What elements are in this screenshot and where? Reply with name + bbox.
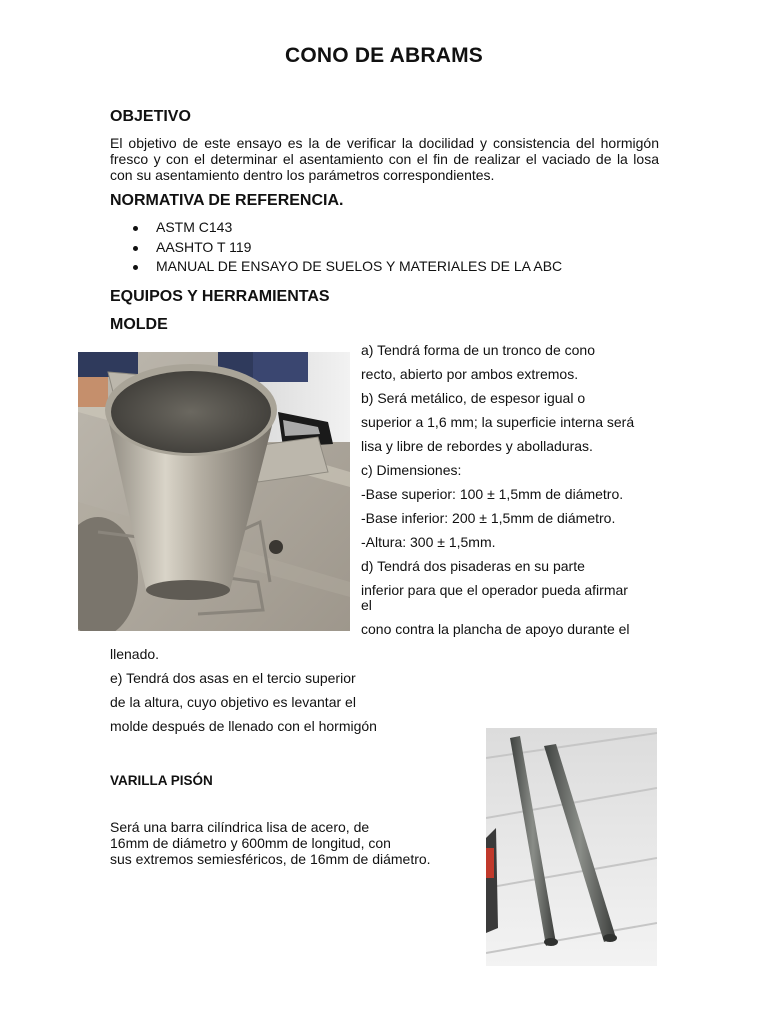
molde-line: c) Dimensiones: (361, 462, 462, 478)
varilla-heading: VARILLA PISÓN (110, 773, 213, 788)
molde-line: b) Será metálico, de espesor igual o (361, 390, 586, 406)
tamping-rod-photo (486, 728, 657, 966)
molde-continued-line: llenado. (110, 646, 160, 662)
molde-line: el (361, 597, 372, 613)
cone-mold-photo (78, 352, 350, 631)
molde-line: -Altura: 300 ± 1,5mm. (361, 534, 496, 550)
varilla-text-block (110, 819, 480, 867)
molde-line: recto, abierto por ambos extremos. (361, 366, 579, 382)
varilla-line: 16mm de diámetro y 600mm de longitud, con (110, 835, 391, 851)
cone-mold-image (78, 352, 350, 631)
molde-line: d) Tendrá dos pisaderas en su parte (361, 558, 585, 574)
normativa-heading: NORMATIVA DE REFERENCIA. (110, 192, 344, 209)
molde-continued-block (110, 646, 450, 742)
molde-line: inferior para que el operador pueda afirmar (361, 582, 628, 598)
molde-line: a) Tendrá forma de un tronco de cono (361, 342, 596, 358)
molde-line: -Base inferior: 200 ± 1,5mm de diámetro. (361, 510, 616, 526)
objetivo-paragraph: El objetivo de este ensayo es la de verificar la docilidad y consistencia del hormigón fresco y con el determinar el asentamiento con el fin de realizar el vaciado de la losa con su asentamiento dentro los parámetros correspondientes. (110, 135, 659, 183)
objetivo-heading: OBJETIVO (110, 108, 191, 125)
document-title: CONO DE ABRAMS (284, 44, 484, 67)
molde-continued-line: e) Tendrá dos asas en el tercio superior (110, 670, 356, 686)
varilla-line: sus extremos semiesféricos, de 16mm de diámetro. (110, 851, 431, 867)
molde-text-block (361, 342, 671, 645)
equipos-heading: EQUIPOS Y HERRAMIENTAS (110, 288, 330, 305)
molde-heading: MOLDE (110, 316, 168, 333)
normativa-item: ASTM C143 (110, 218, 670, 238)
varilla-line: Será una barra cilíndrica lisa de acero, de (110, 819, 370, 835)
normativa-list (110, 218, 670, 277)
normativa-item: MANUAL DE ENSAYO DE SUELOS Y MATERIALES DE LA ABC (110, 257, 670, 277)
molde-line: superior a 1,6 mm; la superficie interna será (361, 414, 635, 430)
molde-continued-line: de la altura, cuyo objetivo es levantar el (110, 694, 356, 710)
molde-line: -Base superior: 100 ± 1,5mm de diámetro. (361, 486, 624, 502)
molde-continued-line: molde después de llenado con el hormigón (110, 718, 377, 734)
normativa-item: AASHTO T 119 (110, 238, 670, 258)
molde-line: cono contra la plancha de apoyo durante el (361, 621, 630, 637)
molde-line: lisa y libre de rebordes y abolladuras. (361, 438, 593, 454)
tamping-rod-image (486, 728, 657, 966)
